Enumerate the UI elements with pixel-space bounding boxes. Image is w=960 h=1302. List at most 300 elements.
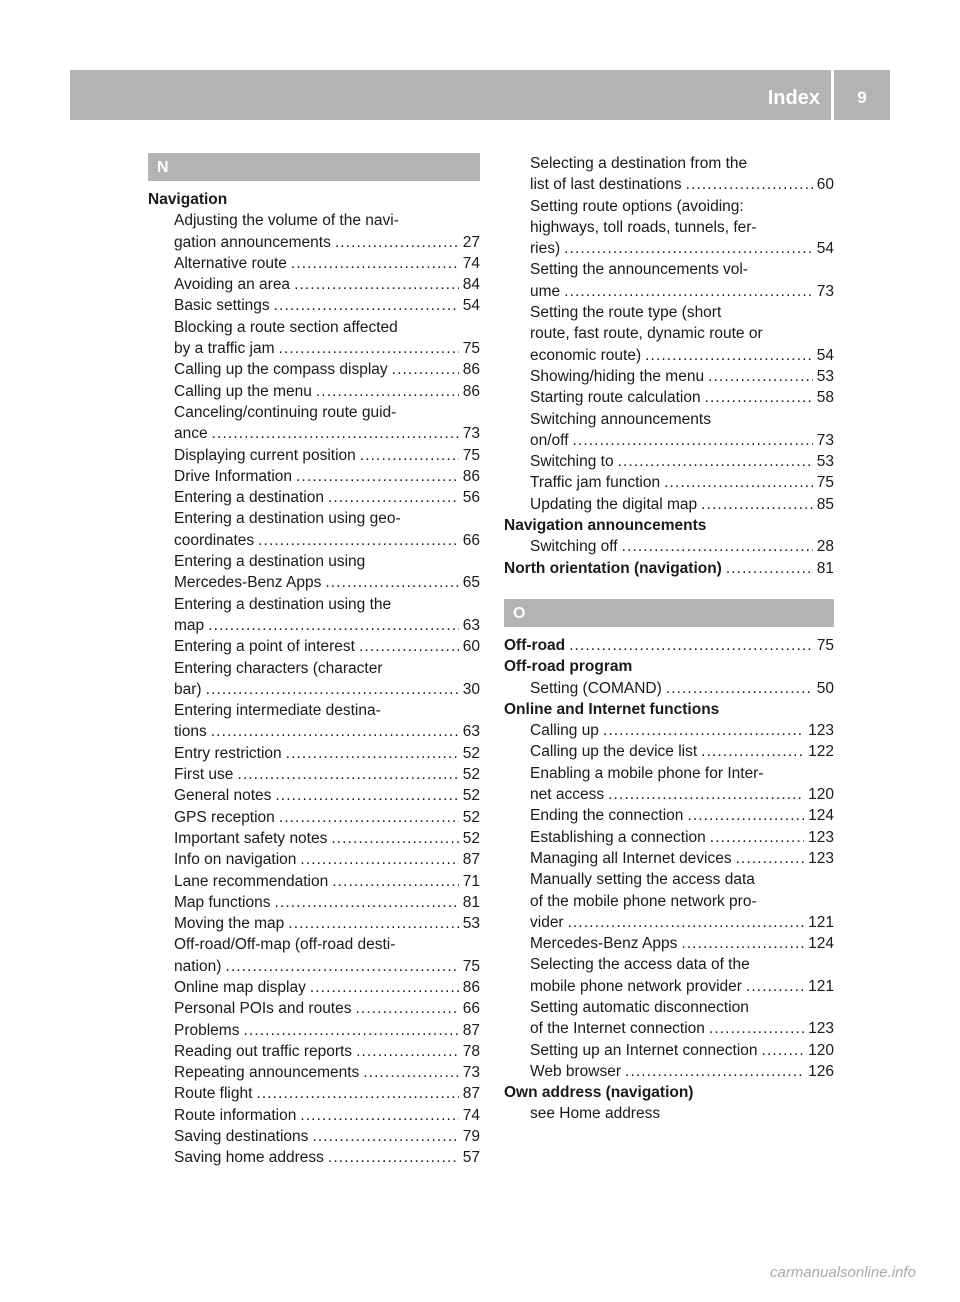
page-ref: 53 <box>816 453 834 471</box>
entry-text: Off-road/Off-map (off-road desti- <box>174 936 396 954</box>
entry-text: map <box>174 616 205 634</box>
leader-dots <box>211 721 459 742</box>
index-subentry <box>148 998 480 1019</box>
entry-text: tions <box>174 723 207 741</box>
page-ref: 122 <box>808 743 834 761</box>
leader-dots <box>564 281 813 302</box>
page-ref: 123 <box>808 828 834 846</box>
leader-dots <box>608 784 804 805</box>
page-ref: 75 <box>816 474 834 492</box>
entry-text: on/off <box>530 431 569 449</box>
index-subentry <box>148 977 480 998</box>
entry-text: Entering a destination using the <box>174 595 392 613</box>
index-subentry <box>148 359 480 380</box>
index-subentry <box>148 679 480 700</box>
leader-dots <box>325 572 458 593</box>
page-ref: 52 <box>462 766 480 784</box>
leader-dots <box>360 445 459 466</box>
entry-text: ume <box>530 282 561 300</box>
page-ref: 71 <box>462 872 480 890</box>
entry-text: vider <box>530 913 564 931</box>
leader-dots <box>258 530 459 551</box>
entry-text: Lane recommendation <box>174 872 329 890</box>
page-ref: 30 <box>462 680 480 698</box>
index-subentry <box>148 210 480 231</box>
page-ref: 73 <box>816 431 834 449</box>
entry-text: Selecting a destination from the <box>530 155 748 172</box>
leader-dots <box>316 381 459 402</box>
page-ref: 60 <box>462 638 480 656</box>
leader-dots <box>300 849 458 870</box>
leader-dots <box>310 977 459 998</box>
entry-text: Calling up <box>530 722 599 740</box>
entry-text: Managing all Internet devices <box>530 849 732 867</box>
index-subentry <box>148 381 480 402</box>
page-ref: 53 <box>816 367 834 385</box>
entry-text: Mercedes-Benz Apps <box>174 574 322 592</box>
entry-text: Entering a destination using geo- <box>174 510 401 528</box>
entry-text: Entering a point of interest <box>174 638 355 656</box>
index-subentry <box>504 976 834 997</box>
leader-dots <box>569 635 813 656</box>
index-subentry <box>504 891 834 912</box>
entry-text: Setting the route type (short <box>530 304 722 322</box>
page-ref: 27 <box>462 233 480 251</box>
header-title: Index <box>767 87 820 109</box>
leader-dots <box>291 253 459 274</box>
section-letter: N <box>148 153 480 181</box>
entry-text: Mercedes-Benz Apps <box>530 935 678 953</box>
index-heading <box>504 515 834 536</box>
leader-dots <box>279 338 459 359</box>
entry-text: coordinates <box>174 531 255 549</box>
leader-dots <box>709 1018 804 1039</box>
entry-text: Entering characters (character <box>174 659 383 677</box>
page-ref: 73 <box>816 282 834 300</box>
entry-text: nation) <box>174 957 222 975</box>
entry-text: Updating the digital map <box>530 495 698 513</box>
page-ref: 73 <box>462 1064 480 1082</box>
entry-text: gation announcements <box>174 233 331 251</box>
entry-text: Traffic jam function <box>530 474 661 492</box>
leader-dots <box>686 174 813 195</box>
entry-text: Manually setting the access data <box>530 871 755 889</box>
index-subentry <box>148 892 480 913</box>
page-ref: 85 <box>816 495 834 513</box>
index-subentry <box>148 423 480 444</box>
page-ref: 79 <box>462 1128 480 1146</box>
page-ref: 28 <box>816 538 834 556</box>
page-ref: 74 <box>462 254 480 272</box>
page-ref: 73 <box>462 425 480 443</box>
index-subentry <box>148 934 480 955</box>
entry-text: Setting the announcements vol- <box>530 261 748 279</box>
entry-text: Starting route calculation <box>530 389 701 407</box>
leader-dots <box>701 494 813 515</box>
index-subentry <box>504 763 834 784</box>
page-ref: 121 <box>808 977 834 995</box>
entry-text: Drive Information <box>174 467 293 485</box>
entry-text: Setting (COMAND) <box>530 679 662 697</box>
entry-text: Personal POIs and routes <box>174 1000 352 1018</box>
page-ref: 58 <box>816 389 834 407</box>
page-ref: 81 <box>462 893 480 911</box>
index-subentry <box>504 954 834 975</box>
entry-text: North orientation (navigation) <box>504 559 722 577</box>
page-ref: 86 <box>462 361 480 379</box>
index-subentry <box>504 174 834 195</box>
index-subentry <box>148 338 480 359</box>
index-subentry <box>504 345 834 366</box>
index-subentry <box>148 402 480 423</box>
leader-dots <box>622 536 813 557</box>
leader-dots <box>328 1147 459 1168</box>
page-ref: 52 <box>462 808 480 826</box>
entry-text: list of last destinations <box>530 176 682 194</box>
index-subentry <box>504 430 834 451</box>
entry-text: highways, toll roads, tunnels, fer- <box>530 218 757 236</box>
index-subentry <box>148 743 480 764</box>
leader-dots <box>294 274 459 295</box>
entry-text: economic route) <box>530 346 642 364</box>
page-ref: 87 <box>462 1085 480 1103</box>
index-subentry <box>148 1062 480 1083</box>
leader-dots <box>275 892 459 913</box>
index-subentry <box>148 807 480 828</box>
entry-text: Route flight <box>174 1085 253 1103</box>
leader-dots <box>328 487 459 508</box>
entry-text: Displaying current position <box>174 446 356 464</box>
page-ref: 74 <box>462 1106 480 1124</box>
entry-text: Setting up an Internet connection <box>530 1041 758 1059</box>
leader-dots <box>573 430 813 451</box>
entry-text: Establishing a connection <box>530 828 706 846</box>
entry-text: ries) <box>530 240 561 258</box>
leader-dots <box>363 1062 458 1083</box>
leader-dots <box>237 764 458 785</box>
entry-text: Switching announcements <box>530 410 711 428</box>
page-ref: 52 <box>462 787 480 805</box>
entry-text: Enabling a mobile phone for Inter- <box>530 764 764 782</box>
page-ref: 56 <box>462 489 480 507</box>
entry-text: Calling up the menu <box>174 382 312 400</box>
index-subentry <box>504 933 834 954</box>
page-ref: 124 <box>808 807 834 825</box>
index-subentry <box>148 253 480 274</box>
page-ref: 86 <box>462 978 480 996</box>
entry-text: Saving home address <box>174 1149 324 1167</box>
leader-dots <box>288 913 458 934</box>
entry-text: Online and Internet functions <box>504 700 720 718</box>
section-spacer <box>504 579 834 599</box>
leader-dots <box>701 741 804 762</box>
entry-text: Showing/hiding the menu <box>530 367 705 385</box>
index-subentry <box>148 871 480 892</box>
leader-dots <box>331 828 458 849</box>
index-subentry <box>504 472 834 493</box>
entry-text: see Home address <box>530 1105 661 1123</box>
leader-dots <box>705 387 813 408</box>
index-subentry <box>148 721 480 742</box>
index-subentry <box>148 1041 480 1062</box>
page-ref: 123 <box>808 849 834 867</box>
entry-text: net access <box>530 786 605 804</box>
leader-dots <box>243 1020 458 1041</box>
leader-dots <box>681 933 804 954</box>
entry-text: ance <box>174 425 208 443</box>
leader-dots <box>296 466 459 487</box>
leader-dots <box>645 345 813 366</box>
index-subentry <box>504 1018 834 1039</box>
entry-text: Off-road program <box>504 658 633 676</box>
index-heading <box>504 1082 834 1103</box>
index-subentry <box>504 869 834 890</box>
page-ref: 54 <box>462 297 480 315</box>
index-subentry <box>148 956 480 977</box>
entry-text: Avoiding an area <box>174 276 291 294</box>
index-subentry <box>148 615 480 636</box>
page-ref: 123 <box>808 1020 834 1038</box>
entry-text: Navigation announcements <box>504 517 707 535</box>
page-ref: 63 <box>462 723 480 741</box>
leader-dots <box>212 423 459 444</box>
index-subentry <box>504 217 834 238</box>
page-ref: 75 <box>816 636 834 654</box>
leader-dots <box>762 1040 805 1061</box>
entry-text: Route information <box>174 1106 297 1124</box>
leader-dots <box>356 998 459 1019</box>
leader-dots <box>359 636 459 657</box>
index-subentry <box>148 828 480 849</box>
entry-text: Entry restriction <box>174 744 282 762</box>
leader-dots <box>666 678 813 699</box>
entry-text: Important safety notes <box>174 829 328 847</box>
section-letter: O <box>504 599 834 627</box>
index-heading <box>148 189 480 210</box>
page-ref: 86 <box>462 467 480 485</box>
index-subentry <box>504 784 834 805</box>
index-subentry <box>504 805 834 826</box>
entry-text: Setting route options (avoiding: <box>530 197 744 215</box>
page-ref: 60 <box>816 176 834 194</box>
page-ref: 120 <box>808 1041 834 1059</box>
leader-dots <box>392 359 459 380</box>
entry-text: Online map display <box>174 978 306 996</box>
index-subentry <box>504 366 834 387</box>
leader-dots <box>332 871 459 892</box>
index-subentry <box>148 1147 480 1168</box>
page-ref: 86 <box>462 382 480 400</box>
leader-dots <box>279 807 459 828</box>
leader-dots <box>736 848 805 869</box>
index-subentry <box>504 720 834 741</box>
entry-text: Alternative route <box>174 254 287 272</box>
index-heading <box>504 699 834 720</box>
entry-text: Moving the map <box>174 915 285 933</box>
index-subentry <box>504 997 834 1018</box>
leader-dots <box>708 366 813 387</box>
page-ref: 54 <box>816 240 834 258</box>
index-subentry <box>504 848 834 869</box>
leader-dots <box>356 1041 459 1062</box>
index-subentry <box>148 1020 480 1041</box>
entry-text: Web browser <box>530 1062 622 1080</box>
index-subentry <box>148 572 480 593</box>
page-ref: 75 <box>462 446 480 464</box>
index-subentry <box>504 281 834 302</box>
entry-text: Adjusting the volume of the navi- <box>174 212 399 230</box>
entry-text: First use <box>174 766 234 784</box>
index-column-right <box>504 153 834 1125</box>
leader-dots <box>564 238 813 259</box>
leader-dots <box>603 720 804 741</box>
index-subentry <box>504 741 834 762</box>
leader-dots <box>726 558 813 579</box>
entry-text: Map functions <box>174 893 271 911</box>
entry-text: Navigation <box>148 191 228 208</box>
index-subentry <box>148 466 480 487</box>
page-ref: 121 <box>808 913 834 931</box>
leader-dots <box>664 472 813 493</box>
entry-text: Blocking a route section affected <box>174 318 398 336</box>
entry-text: Own address (navigation) <box>504 1084 694 1102</box>
index-subentry <box>504 196 834 217</box>
index-heading <box>504 635 834 656</box>
entry-text: of the mobile phone network pro- <box>530 892 757 910</box>
leader-dots <box>625 1061 804 1082</box>
entry-text: Reading out traffic reports <box>174 1042 353 1060</box>
index-subentry <box>148 1105 480 1126</box>
index-subentry <box>504 323 834 344</box>
page-ref: 75 <box>462 340 480 358</box>
index-subentry <box>148 551 480 572</box>
index-subentry <box>504 678 834 699</box>
index-subentry <box>148 295 480 316</box>
entry-text: Switching to <box>530 453 614 471</box>
index-subentry <box>148 274 480 295</box>
index-subentry <box>504 409 834 430</box>
index-subentry <box>148 785 480 806</box>
page-ref: 84 <box>462 276 480 294</box>
index-subentry <box>148 445 480 466</box>
index-subentry <box>504 494 834 515</box>
index-subentry <box>504 153 834 174</box>
index-subentry <box>148 636 480 657</box>
entry-text: Calling up the compass display <box>174 361 388 379</box>
leader-dots <box>300 1105 458 1126</box>
leader-dots <box>335 232 459 253</box>
page-ref: 66 <box>462 531 480 549</box>
entry-text: bar) <box>174 680 202 698</box>
entry-text: General notes <box>174 787 272 805</box>
page-ref: 63 <box>462 616 480 634</box>
entry-text: Problems <box>174 1021 240 1039</box>
leader-dots <box>687 805 804 826</box>
entry-text: Setting automatic disconnection <box>530 998 749 1016</box>
page-ref: 52 <box>462 829 480 847</box>
entry-text: Basic settings <box>174 297 270 315</box>
entry-text: by a traffic jam <box>174 340 275 358</box>
leader-dots <box>710 827 804 848</box>
page-ref: 57 <box>462 1149 480 1167</box>
page-ref: 65 <box>462 574 480 592</box>
entry-text: Canceling/continuing route guid- <box>174 403 397 421</box>
page-ref: 123 <box>808 722 834 740</box>
index-subentry <box>148 1126 480 1147</box>
index-subentry <box>148 658 480 679</box>
leader-dots <box>256 1083 458 1104</box>
page-ref: 120 <box>808 786 834 804</box>
index-subentry <box>504 1103 834 1124</box>
leader-dots <box>746 976 804 997</box>
index-subentry <box>504 451 834 472</box>
page-ref: 81 <box>816 559 834 577</box>
page-ref: 87 <box>462 851 480 869</box>
entry-text: Switching off <box>530 538 618 556</box>
index-subentry <box>504 259 834 280</box>
entry-text: of the Internet connection <box>530 1020 705 1038</box>
entry-text: Entering a destination using <box>174 553 366 571</box>
leader-dots <box>286 743 459 764</box>
index-heading <box>504 656 834 677</box>
entry-text: Saving destinations <box>174 1128 309 1146</box>
index-subentry <box>504 238 834 259</box>
index-subentry <box>148 913 480 934</box>
index-subentry <box>148 594 480 615</box>
leader-dots <box>312 1126 458 1147</box>
index-subentry <box>504 827 834 848</box>
index-subentry <box>148 232 480 253</box>
page-ref: 75 <box>462 957 480 975</box>
entry-text: mobile phone network provider <box>530 977 742 995</box>
watermark: carmanualsonline.info <box>770 1264 916 1281</box>
index-subentry <box>148 849 480 870</box>
index-subentry <box>148 700 480 721</box>
leader-dots <box>618 451 813 472</box>
page-ref: 124 <box>808 935 834 953</box>
index-subentry <box>504 912 834 933</box>
entry-text: Entering intermediate destina- <box>174 702 381 720</box>
entry-text: Info on navigation <box>174 851 297 869</box>
entry-text: Selecting the access data of the <box>530 956 750 974</box>
entry-text: Calling up the device list <box>530 743 698 761</box>
index-subentry <box>504 1040 834 1061</box>
page-ref: 126 <box>808 1062 834 1080</box>
page-header <box>70 70 890 120</box>
page-ref: 50 <box>816 679 834 697</box>
index-subentry <box>504 302 834 323</box>
page-ref: 53 <box>462 915 480 933</box>
leader-dots <box>208 615 459 636</box>
leader-dots <box>225 956 458 977</box>
page-ref: 66 <box>462 1000 480 1018</box>
page-ref: 52 <box>462 744 480 762</box>
leader-dots <box>568 912 805 933</box>
leader-dots <box>275 785 458 806</box>
index-column-left <box>148 153 480 1169</box>
index-heading <box>504 558 834 579</box>
entry-text: Entering a destination <box>174 489 324 507</box>
index-subentry <box>504 387 834 408</box>
leader-dots <box>206 679 459 700</box>
entry-text: route, fast route, dynamic route or <box>530 325 763 343</box>
index-subentry <box>148 1083 480 1104</box>
entry-text: Ending the connection <box>530 807 684 825</box>
index-subentry <box>148 508 480 529</box>
entry-text: Repeating announcements <box>174 1064 360 1082</box>
page-ref: 54 <box>816 346 834 364</box>
index-subentry <box>504 1061 834 1082</box>
